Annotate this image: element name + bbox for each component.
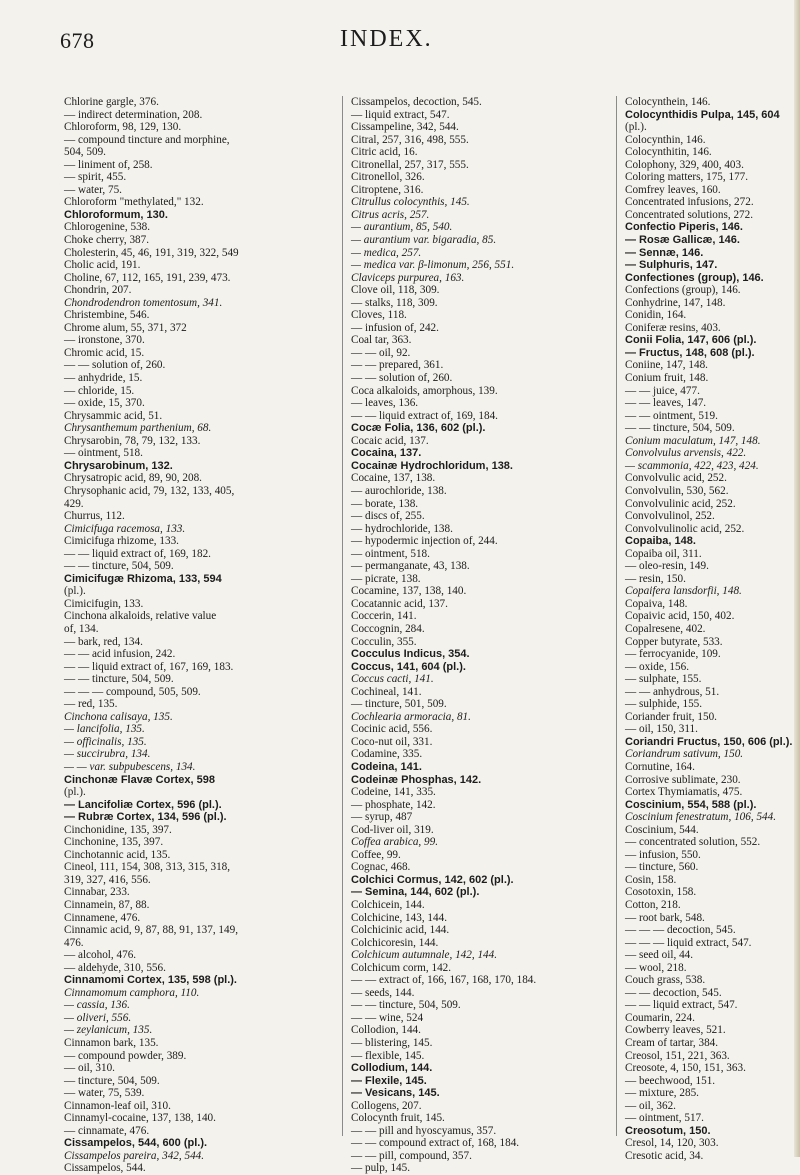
index-entry: — — compound extract of, 168, 184. [351,1137,520,1150]
index-entry: Corrosive sublimate, 230. [625,773,741,786]
index-entry: — sulphate, 155. [625,673,702,686]
index-entry: Cocæ Folia, 136, 602 (pl.). [351,422,486,435]
index-entry: — — tincture, 504, 509. [64,560,174,573]
index-entry: — blistering, 145. [351,1037,433,1050]
index-entry: — — pill, compound, 357. [351,1149,472,1162]
index-entry: Chromic acid, 15. [64,346,145,359]
index-entry: Cimicifuga rhizome, 133. [64,535,179,548]
index-entry: — — oil, 92. [351,346,411,359]
index-entry: Cinnamene, 476. [64,911,141,924]
index-entry: 429. [64,497,84,510]
index-entry: — Vesicans, 145. [351,1087,440,1100]
index-entry: Chrome alum, 55, 371, 372 [64,321,187,334]
index-entry: 476. [64,936,84,949]
index-entry: — cassia, 136. [64,999,130,1012]
index-entry: Coloring matters, 175, 177. [625,171,749,184]
index-column-3 [616,96,800,1162]
index-entry: Colchici Cormus, 142, 602 (pl.). [351,873,514,886]
index-entry: Codeina, 141. [351,760,422,773]
index-entry: Cinnamyl-cocaine, 137, 138, 140. [64,1112,216,1125]
index-entry: Cocaina, 137. [351,447,422,460]
index-entry: — — liquid extract of, 167, 169, 183. [64,660,234,673]
index-entry: (pl.). [64,585,86,598]
index-entry: — compound tincture and morphine, [64,133,230,146]
index-entry: — oxide, 15, 370. [64,397,145,410]
index-entry: Chloroformum, 130. [64,208,168,221]
index-entry: — picrate, 138. [351,572,421,585]
index-entry: Colchicum corm, 142. [351,961,452,974]
index-entry: Citronellol, 326. [351,171,425,184]
index-entry: — aurochloride, 138. [351,484,447,497]
index-entry: — borate, 138. [351,497,419,510]
index-entry: Chrysophanic acid, 79, 132, 133, 405, [64,484,235,497]
index-entry: Codeinæ Phosphas, 142. [351,773,482,786]
index-entry: — oliveri, 556. [64,1011,132,1024]
index-entry: Chloroform, 98, 129, 130. [64,121,182,134]
index-entry: — scammonia, 422, 423, 424. [625,459,759,472]
index-entry: Colocynthitin, 146. [625,146,712,159]
index-entry: Colchicine, 143, 144. [351,911,448,924]
index-entry: Coco-nut oil, 331. [351,735,433,748]
index-entry: Convolvulus arvensis, 422. [625,447,747,460]
running-head: INDEX. [340,26,433,52]
index-entry: — — liquid extract, 547. [625,999,738,1012]
index-entry: Collodium, 144. [351,1062,433,1075]
index-entry: Coffee, 99. [351,848,401,861]
index-entry: Coriandri Fructus, 150, 606 (pl.). [625,735,793,748]
index-entry: Cocinic acid, 556. [351,723,433,736]
index-entry: — — — compound, 505, 509. [64,685,201,698]
index-entry: — Semina, 144, 602 (pl.). [351,886,480,899]
index-entry: Chondrin, 207. [64,284,132,297]
index-entry: — alcohol, 476. [64,949,137,962]
index-entry: Copaiba oil, 311. [625,547,702,560]
index-entry: Citral, 257, 316, 498, 555. [351,133,469,146]
index-entry: — permanganate, 43, 138. [351,560,470,573]
index-entry: — aldehyde, 310, 556. [64,961,166,974]
index-entry: Cosin, 158. [625,873,677,886]
index-entry: Cocaic acid, 137. [351,434,429,447]
index-entry: Colchicinic acid, 144. [351,924,450,937]
index-entry: — — tincture, 504, 509. [351,999,461,1012]
index-entry: — red, 135. [64,698,118,711]
index-entry: Cresotic acid, 34. [625,1149,704,1162]
index-entry: Cornutine, 164. [625,760,695,773]
index-entry: — root bark, 548. [625,911,705,924]
index-entry: Coca alkaloids, amorphous, 139. [351,384,498,397]
index-entry: — — solution of, 260. [64,359,166,372]
index-entry: — bark, red, 134. [64,635,143,648]
index-entry: — spirit, 455. [64,171,127,184]
index-entry: Codeine, 141, 335. [351,786,436,799]
index-entry: — Sulphuris, 147. [625,259,718,272]
index-entry: — oxide, 156. [625,660,690,673]
index-entry: Cinnamon bark, 135. [64,1037,159,1050]
index-entry: — sulphide, 155. [625,698,703,711]
index-entry: Citrullus colocynthis, 145. [351,196,470,209]
index-entry: Cotton, 218. [625,899,681,911]
index-entry: — stalks, 118, 309. [351,296,438,309]
index-entry: Chrysammic acid, 51. [64,409,163,422]
index-entry: — aurantium var. bigaradia, 85. [351,234,497,247]
index-entry: — ointment, 518. [64,447,143,460]
index-entry: Codamine, 335. [351,748,423,761]
index-entry: — syrup, 487 [351,811,413,824]
index-entry: — Lancifoliæ Cortex, 596 (pl.). [64,798,222,811]
index-entry: Copaiba, 148. [625,535,696,548]
page-number: 678 [60,28,95,53]
index-entry: — zeylanicum, 135. [64,1024,153,1037]
index-entry: — oil, 362. [625,1099,676,1112]
index-entry: Coniferæ resins, 403. [625,321,721,334]
index-entry: — wool, 218. [625,961,687,974]
index-entry: Coumarin, 224. [625,1011,695,1024]
index-entry: — chloride, 15. [64,384,135,397]
index-entry: Chlorine gargle, 376. [64,96,159,108]
index-entry: — — liquid extract of, 169, 182. [64,547,211,560]
index-entry: — concentrated solution, 552. [625,836,761,849]
index-entry: Cineol, 111, 154, 308, 313, 315, 318, [64,861,231,874]
index-entry: Copper butyrate, 533. [625,635,723,648]
index-entry: Claviceps purpurea, 163. [351,271,465,284]
index-entry: — — pill and hyoscyamus, 357. [351,1124,497,1137]
index-entry: Convolvulinolic acid, 252. [625,522,745,535]
index-entry: — — liquid extract of, 169, 184. [351,409,498,422]
index-entry: Cissampelos, decoction, 545. [351,96,482,108]
index-entry: Coscinium fenestratum, 106, 544. [625,811,777,824]
index-entry: Chrysanthemum parthenium, 68. [64,422,212,435]
index-entry: Convolvulinic acid, 252. [625,497,736,510]
index-entry: Convolvulinol, 252. [625,510,715,523]
index-entry: — Rubræ Cortex, 134, 596 (pl.). [64,811,227,824]
index-entry: Colophony, 329, 400, 403. [625,158,744,171]
index-entry: — — prepared, 361. [351,359,444,372]
index-entry: Chrysarobinum, 132. [64,459,173,472]
index-entry: — hydrochloride, 138. [351,522,453,535]
index-entry: Cowberry leaves, 521. [625,1024,726,1037]
index-entry: Coffea arabica, 99. [351,836,439,849]
index-entry: Coscinium, 554, 588 (pl.). [625,798,757,811]
index-entry: Churrus, 112. [64,510,125,523]
index-entry: — — solution of, 260. [351,372,453,385]
index-entry: Christembine, 546. [64,309,150,322]
index-entry: — water, 75, 539. [64,1087,145,1100]
index-entry: Comfrey leaves, 160. [625,183,721,196]
index-entry: Cimicifugin, 133. [64,597,144,610]
index-entry: Cortex Thymiamatis, 475. [625,786,743,799]
index-entry: Cinchona calisaya, 135. [64,710,173,723]
index-entry: — — ointment, 519. [625,409,718,422]
index-entry: — seed oil, 44. [625,949,694,962]
index-entry: Convolvulin, 530, 562. [625,484,729,497]
index-entry: — — acid infusion, 242. [64,648,176,661]
index-entry: — indirect determination, 208. [64,108,203,121]
index-entry: Cinnamic acid, 9, 87, 88, 91, 137, 149, [64,924,239,937]
index-entry: Cochineal, 141. [351,685,422,698]
index-entry: — — leaves, 147. [625,397,707,410]
index-entry: Coscinium, 544. [625,823,699,836]
index-entry: — hypodermic injection of, 244. [351,535,498,548]
index-entry: Cholic acid, 191. [64,259,141,272]
index-entry: — Fructus, 148, 608 (pl.). [625,346,755,359]
index-entry: Colocynthin, 146. [625,133,706,146]
index-entry: Cinnamomi Cortex, 135, 598 (pl.). [64,974,237,987]
index-entry: Cissampelos, 544, 600 (pl.). [64,1137,208,1150]
index-entry: Colocynthein, 146. [625,96,711,108]
index-entry: Citrus acris, 257. [351,208,430,221]
index-entry: Cochlearia armoracia, 81. [351,710,471,723]
index-entry: Convolvulic acid, 252. [625,472,727,485]
index-entry: Cinchonidine, 135, 397. [64,823,172,836]
index-entry: — tincture, 504, 509. [64,1074,160,1087]
index-entry: Cinnamomum camphora, 110. [64,986,200,999]
index-entry: — ironstone, 370. [64,334,145,347]
index-entry: Colocynth fruit, 145. [351,1112,445,1125]
index-entry: — tincture, 501, 509. [351,698,447,711]
index-entry: Concentrated solutions, 272. [625,208,754,221]
index-entry: — tincture, 560. [625,861,699,874]
index-entry: Cissampelos pareira, 342, 544. [64,1149,205,1162]
index-entry: — Flexile, 145. [351,1074,427,1087]
index-entry: Chondrodendron tomentosum, 341. [64,296,223,309]
index-entry: 319, 327, 416, 556. [64,873,151,886]
index-entry: Copaiva, 148. [625,597,688,610]
index-entry: — infusion, 550. [625,848,701,861]
index-entry: Cinchotannic acid, 135. [64,848,171,861]
index-entry: Concentrated infusions, 272. [625,196,754,209]
index-entry: — water, 75. [64,183,122,196]
index-entry: Conium maculatum, 147, 148. [625,434,761,447]
index-entry: Cloves, 118. [351,309,407,322]
index-entry: — liniment of, 258. [64,158,153,171]
index-entry: — officinalis, 135. [64,735,147,748]
index-entry: Clove oil, 118, 309. [351,284,440,297]
index-entry: Cinnamon-leaf oil, 310. [64,1099,171,1112]
index-entry: — lancifolia, 135. [64,723,145,736]
index-entry: Cissampelos, 544. [64,1162,146,1175]
index-entry: Conidin, 164. [625,309,687,322]
index-entry: Coriander fruit, 150. [625,710,717,723]
index-entry: of, 134. [64,622,99,635]
index-entry: Creosotum, 150. [625,1124,711,1137]
index-entry: Cimicifuga racemosa, 133. [64,522,186,535]
index-entry: — — — decoction, 545. [625,924,736,937]
index-entry: — pulp, 145. [351,1162,411,1175]
index-entry: — seeds, 144. [351,986,415,999]
index-entry: Chrysarobin, 78, 79, 132, 133. [64,434,201,447]
index-entry: Colocynthidis Pulpa, 145, 604 [625,108,780,121]
index-entry: — — anhydrous, 51. [625,685,720,698]
index-entry: Cognac, 468. [351,861,411,874]
index-entry: — ointment, 518. [351,547,430,560]
index-entry: — resin, 150. [625,572,686,585]
index-entry: Confections (group), 146. [625,284,741,297]
index-entry: — flexible, 145. [351,1049,425,1062]
index-entry: Cinchona alkaloids, relative value [64,610,217,623]
index-entry: — — extract of, 166, 167, 168, 170, 184. [351,974,537,987]
index-entry: Creosol, 151, 221, 363. [625,1049,730,1062]
index-entry: Coccus cacti, 141. [351,673,434,686]
index-entry: Collogens, 207. [351,1099,422,1112]
index-entry: — medica, 257. [351,246,422,259]
index-entry: Choline, 67, 112, 165, 191, 239, 473. [64,271,231,284]
index-entry: — liquid extract, 547. [351,108,450,121]
index-entry: Cod-liver oil, 319. [351,823,434,836]
index-entry: Cocaine, 137, 138. [351,472,436,485]
index-entry: Conii Folia, 147, 606 (pl.). [625,334,757,347]
index-entry: Chlorogenine, 538. [64,221,151,234]
index-entry: Cresol, 14, 120, 303. [625,1137,719,1150]
index-entry: Cocamine, 137, 138, 140. [351,585,467,598]
index-entry: Colchicoresin, 144. [351,936,439,949]
index-entry: — Sennæ, 146. [625,246,704,259]
index-entry: — — juice, 477. [625,384,700,397]
index-entry: — leaves, 136. [351,397,419,410]
index-entry: Confectiones (group), 146. [625,271,764,284]
index-entry: — — decoction, 545. [625,986,722,999]
index-column-1 [64,96,332,1175]
index-entry: Cocculin, 355. [351,635,417,648]
index-entry: — — wine, 524 [351,1011,424,1024]
index-entry: — succirubra, 134. [64,748,151,761]
index-entry: — oil, 310. [64,1062,115,1075]
index-entry: — medica var. β-limonum, 256, 551. [351,259,515,272]
index-entry: Cissampeline, 342, 544. [351,121,459,134]
index-entry: — infusion of, 242. [351,321,439,334]
index-entry: Citronellal, 257, 317, 555. [351,158,469,171]
index-entry: Coccus, 141, 604 (pl.). [351,660,466,673]
index-entry: Couch grass, 538. [625,974,706,987]
index-entry: Coccerin, 141. [351,610,417,623]
index-entry: — phosphate, 142. [351,798,436,811]
index-entry: Conium fruit, 148. [625,372,709,385]
index-entry: Cocatannic acid, 137. [351,597,448,610]
index-entry: — Rosæ Gallicæ, 146. [625,234,740,247]
index-entry: — ferrocyanide, 109. [625,648,721,661]
index-entry: Cinchonine, 135, 397. [64,836,164,849]
index-column-2 [342,96,623,1175]
index-entry: Choke cherry, 387. [64,234,150,247]
index-entry: Chloroform "methylated," 132. [64,196,204,209]
page-edge [794,0,800,1157]
index-entry: Copalresene, 402. [625,622,706,635]
index-entry: — oleo-resin, 149. [625,560,709,573]
index-entry: Coniine, 147, 148. [625,359,708,372]
index-entry: Citroptene, 316. [351,183,424,196]
index-entry: Cocculus Indicus, 354. [351,648,470,661]
index-entry: — aurantium, 85, 540. [351,221,453,234]
index-entry: (pl.). [64,786,86,799]
index-entry: Citric acid, 16. [351,146,418,159]
index-entry: Colchicein, 144. [351,899,425,911]
index-entry: — beechwood, 151. [625,1074,716,1087]
index-entry: Creosote, 4, 150, 151, 363. [625,1062,746,1075]
index-entry: (pl.). [625,121,647,134]
index-entry: — ointment, 517. [625,1112,704,1125]
index-entry: Cosotoxin, 158. [625,886,697,899]
index-entry: — — var. subpubescens, 134. [64,760,196,773]
index-entry: Cinchonæ Flavæ Cortex, 598 [64,773,215,786]
index-entry: — discs of, 255. [351,510,425,523]
index-entry: Cream of tartar, 384. [625,1037,719,1050]
index-entry: — oil, 150, 311. [625,723,698,736]
index-entry: Cinnabar, 233. [64,886,130,899]
index-entry: — — — liquid extract, 547. [625,936,752,949]
index-entry: Copaivic acid, 150, 402. [625,610,735,623]
index-entry: — compound powder, 389. [64,1049,187,1062]
index-entry: — — tincture, 504, 509. [625,422,735,435]
index-entry: Cholesterin, 45, 46, 191, 319, 322, 549 [64,246,239,259]
index-entry: Collodion, 144. [351,1024,421,1037]
index-entry: Confectio Piperis, 146. [625,221,743,234]
index-entry: 504, 509. [64,146,106,159]
index-entry: Conhydrine, 147, 148. [625,296,726,309]
index-entry: Cimicifugæ Rhizoma, 133, 594 [64,572,222,585]
index-entry: Chrysatropic acid, 89, 90, 208. [64,472,202,485]
index-entry: Cinnamein, 87, 88. [64,899,150,911]
index-entry: Copaifera lansdorfii, 148. [625,585,742,598]
index-entry: Coal tar, 363. [351,334,412,347]
index-entry: Cocainæ Hydrochloridum, 138. [351,459,513,472]
index-entry: — mixture, 285. [625,1087,699,1100]
index-entry: — — tincture, 504, 509. [64,673,174,686]
index-entry: Coriandrum sativum, 150. [625,748,744,761]
index-entry: — cinnamate, 476. [64,1124,150,1137]
index-entry: Colchicum autumnale, 142, 144. [351,949,498,962]
index-entry: — anhydride, 15. [64,372,143,385]
index-entry: Coccognin, 284. [351,622,425,635]
